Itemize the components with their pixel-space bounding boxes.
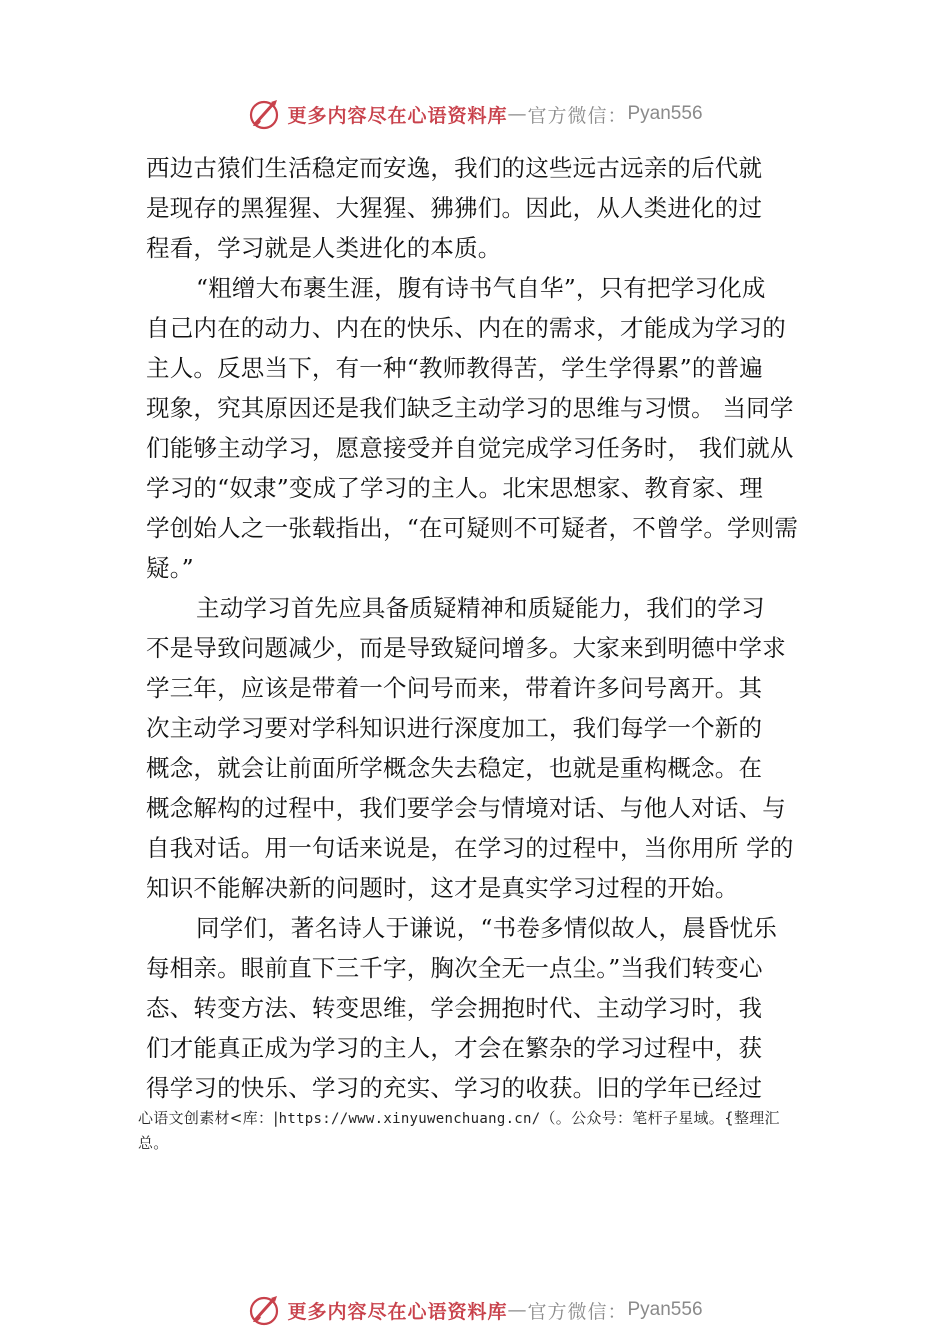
text-line: 每相亲。眼前直下三千字，胸次全无一点尘。”当我们转变心 bbox=[146, 954, 763, 982]
source-url[interactable]: https://www.xinyuwenchuang.cn/ bbox=[278, 1111, 541, 1127]
banner-title: 更多内容尽在心语资料库 bbox=[287, 1300, 508, 1323]
text-line: 不是导致问题减少，而是导致疑问增多。大家来到明德中学求 bbox=[146, 634, 786, 662]
text-line: 们才能真正成为学习的主人，才会在繁杂的学习过程中，获 bbox=[146, 1034, 763, 1062]
banner-wechat-id: Pyan556 bbox=[627, 1299, 703, 1320]
banner-wechat-label: 官方微信： bbox=[527, 1300, 628, 1323]
text-line: “粗缯大布裹生涯，腹有诗书气自华”，只有把学习化成 bbox=[196, 274, 766, 302]
text-line: 态、转变方法、转变思维，学会拥抱时代、主动学习时，我 bbox=[146, 994, 763, 1022]
banner-wechat-id: Pyan556 bbox=[627, 103, 703, 124]
banner-dash: — bbox=[507, 1299, 528, 1321]
text-line: 概念，就会让前面所学概念失去稳定，也就是重构概念。在 bbox=[146, 754, 763, 782]
text-line: 西边古猿们生活稳定而安逸，我们的这些远古远亲的后代就 bbox=[146, 154, 763, 182]
source-note-prefix: 心语文创素材<库：| bbox=[138, 1109, 279, 1127]
text-line: 疑。” bbox=[146, 554, 194, 582]
text-line: 主人。反思当下，有一种“教师教得苦，学生学得累”的普遍 bbox=[146, 354, 763, 382]
text-line: 知识不能解决新的问题时，这才是真实学习过程的开始。 bbox=[146, 874, 739, 902]
text-line: 同学们，著名诗人于谦说，“书卷多情似故人，晨昏忧乐 bbox=[196, 914, 778, 942]
text-line: 学三年，应该是带着一个问号而来，带着许多问号离开。其 bbox=[146, 674, 763, 702]
source-note-suffix: （。公众号：笔杆子星域。{整理汇 bbox=[540, 1109, 780, 1127]
text-line: 学创始人之一张载指出，“在可疑则不可疑者，不曾学。学则需 bbox=[146, 514, 799, 542]
source-note-line-1 bbox=[138, 1106, 848, 1131]
text-line: 们能够主动学习，愿意接受并自觉完成学习任务时， 我们就从 bbox=[146, 434, 794, 462]
text-line: 次主动学习要对学科知识进行深度加工，我们每学一个新的 bbox=[146, 714, 763, 742]
text-line: 程看，学习就是人类进化的本质。 bbox=[146, 234, 502, 262]
text-line: 概念解构的过程中，我们要学会与情境对话、与他人对话、与 bbox=[146, 794, 786, 822]
banner-dash: — bbox=[507, 103, 528, 125]
article-body bbox=[146, 148, 836, 1108]
brush-logo-icon bbox=[247, 1292, 283, 1328]
text-line: 是现存的黑猩猩、大猩猩、狒狒们。因此，从人类进化的过 bbox=[146, 194, 763, 222]
text-line: 主动学习首先应具备质疑精神和质疑能力，我们的学习 bbox=[196, 594, 765, 622]
text-line: 得学习的快乐、学习的充实、学习的收获。旧的学年已经过 bbox=[146, 1074, 763, 1102]
source-note bbox=[138, 1106, 848, 1155]
text-line: 现象，究其原因还是我们缺乏主动学习的思维与习惯。 当同学 bbox=[146, 394, 794, 422]
banner-wechat-label: 官方微信： bbox=[527, 104, 628, 127]
source-note-line-2: 总。 bbox=[138, 1134, 169, 1152]
text-line: 自己内在的动力、内在的快乐、内在的需求，才能成为学习的 bbox=[146, 314, 786, 342]
text-line: 自我对话。用一句话来说是，在学习的过程中，当你用所 学的 bbox=[146, 834, 794, 862]
header-banner bbox=[0, 94, 950, 134]
brush-logo-icon bbox=[247, 96, 283, 132]
footer-banner bbox=[0, 1290, 950, 1330]
text-line: 学习的“奴隶”变成了学习的主人。北宋思想家、教育家、理 bbox=[146, 474, 763, 502]
banner-title: 更多内容尽在心语资料库 bbox=[287, 104, 508, 127]
